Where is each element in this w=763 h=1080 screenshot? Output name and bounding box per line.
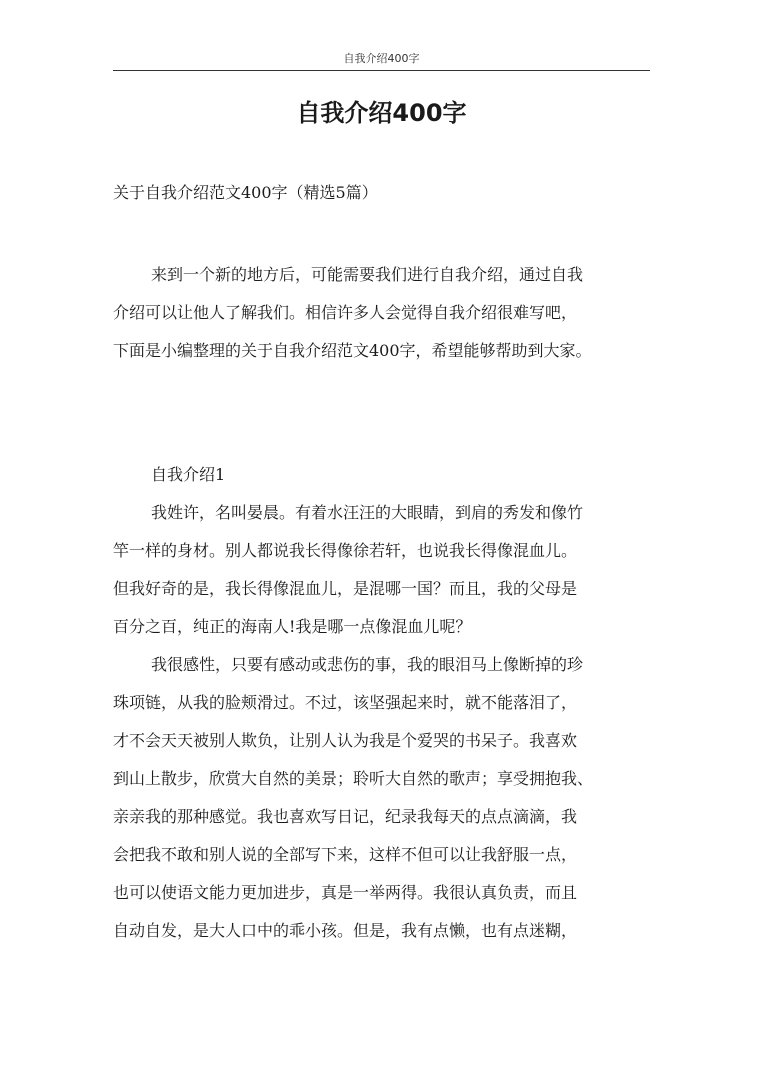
paragraph-1-line: 我姓许，名叫晏晨。有着水汪汪的大眼睛，到肩的秀发和像竹 (151, 503, 584, 522)
paragraph-2-line: 到山上散步，欣赏大自然的美景；聆听大自然的歌声；享受拥抱我、 (113, 769, 594, 788)
header-rule (113, 70, 650, 71)
paragraph-1-line: 但我好奇的是，我长得像混血儿，是混哪一国？而且，我的父母是 (113, 579, 578, 598)
paragraph-2-line: 我很感性，只要有感动或悲伤的事，我的眼泪马上像断掉的珍 (151, 655, 584, 674)
document-subtitle: 关于自我介绍范文400字（精选5篇） (113, 183, 378, 202)
intro-line: 下面是小编整理的关于自我介绍范文400字，希望能够帮助到大家。 (113, 341, 592, 360)
document-title: 自我介绍400字 (296, 99, 467, 127)
paragraph-1-line: 竿一样的身材。别人都说我长得像徐若轩，也说我长得像混血儿。 (113, 541, 578, 560)
running-header: 自我介绍400字 (343, 52, 420, 65)
paragraph-2-line: 会把我不敢和别人说的全部写下来，这样不但可以让我舒服一点， (113, 845, 578, 864)
intro-line: 来到一个新的地方后，可能需要我们进行自我介绍，通过自我 (151, 265, 584, 284)
paragraph-2-line: 珠项链，从我的脸颊滑过。不过，该坚强起来时，就不能落泪了， (113, 693, 578, 712)
paragraph-1-line: 百分之百，纯正的海南人!我是哪一点像混血儿呢？ (113, 617, 472, 636)
intro-paragraph (113, 263, 673, 377)
paragraph-2-line: 自动自发，是大人口中的乖小孩。但是，我有点懒，也有点迷糊， (113, 921, 578, 940)
paragraph-2-line: 才不会天天被别人欺负，让别人认为我是个爱哭的书呆子。我喜欢 (113, 731, 578, 750)
paragraph-2-line: 亲亲我的那种感觉。我也喜欢写日记，纪录我每天的点点滴滴，我 (113, 807, 578, 826)
section-heading: 自我介绍1 (151, 465, 226, 484)
paragraph-2-line: 也可以使语文能力更加进步，真是一举两得。我很认真负责，而且 (113, 883, 578, 902)
intro-line: 介绍可以让他人了解我们。相信许多人会觉得自我介绍很难写吧， (113, 303, 578, 322)
section-1 (113, 463, 673, 957)
